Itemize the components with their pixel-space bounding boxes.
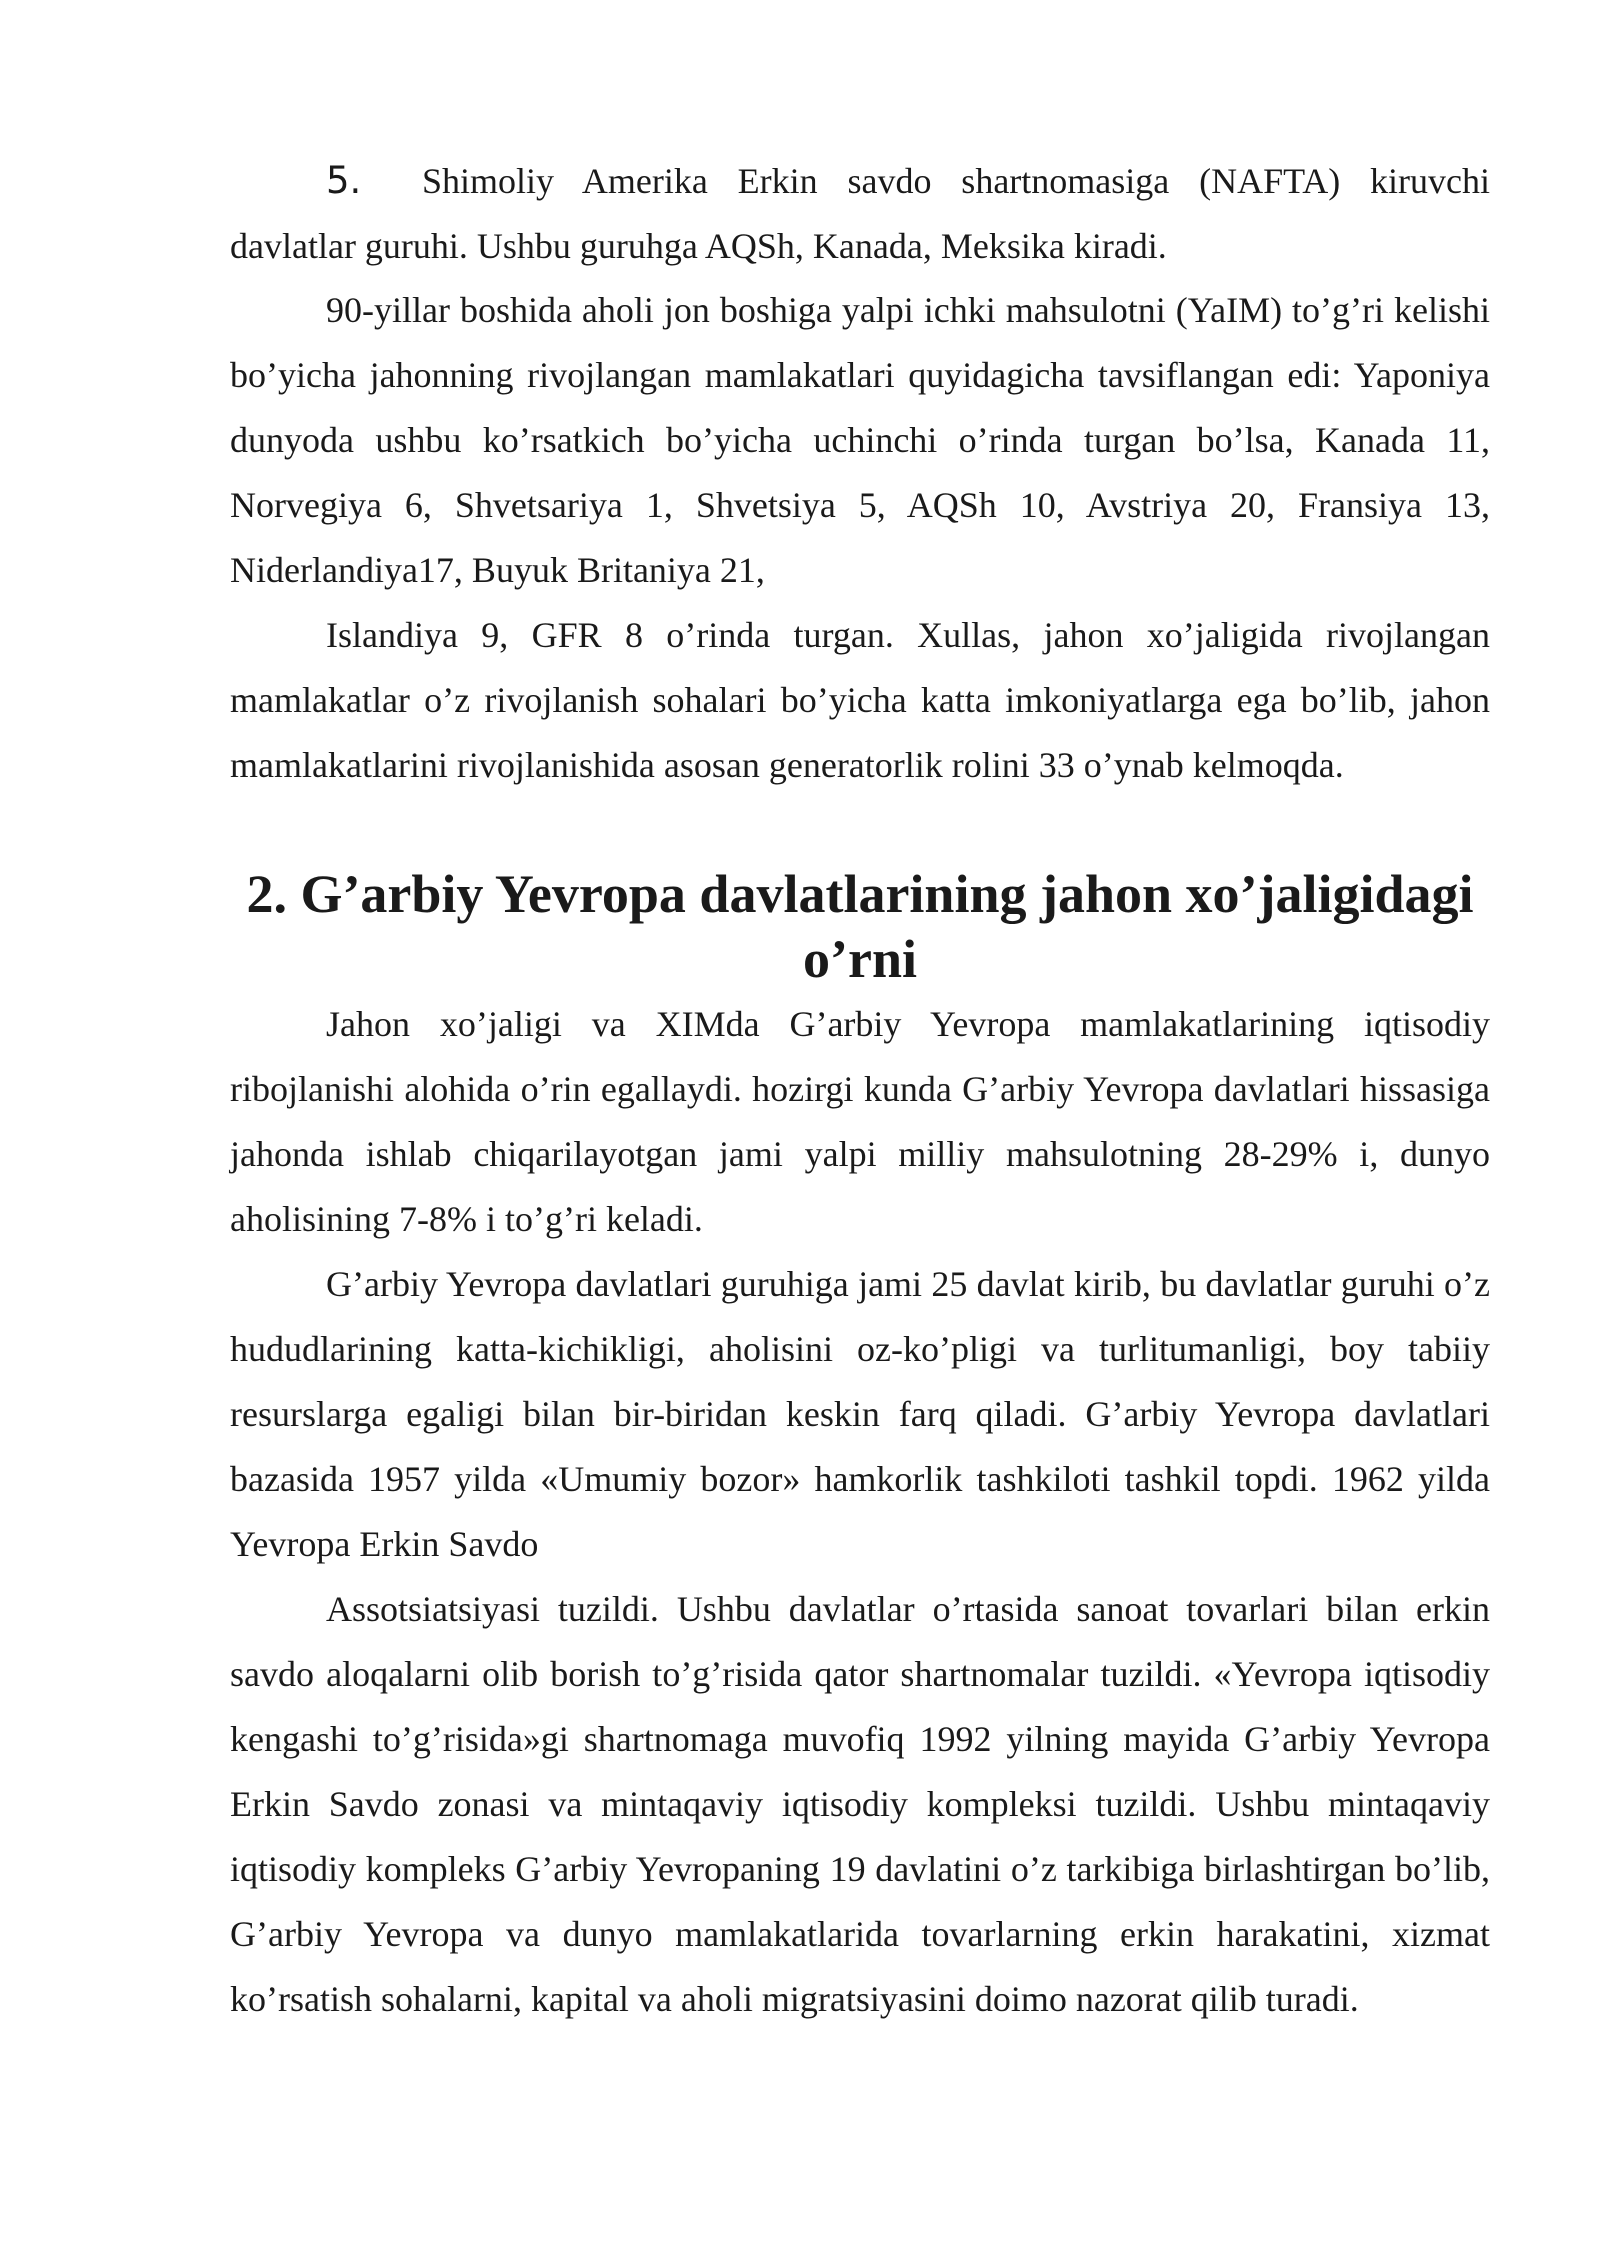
section-heading: 2. G’arbiy Yevropa davlatlarining jahon xo’jaligidagi o’rni bbox=[246, 864, 1474, 989]
paragraph-world-economy: Jahon xo’jaligi va XIMda G’arbiy Yevropa mamlakatlarining iqtisodiy ribojlanishi alohida o’rin egallaydi. hozirgi kunda G’arbiy Yevropa davlatlari hissasiga jahonda ishlab chiqarilayotgan jami yalpi milliy mahsulotning 28-29% i, dunyo aholisining 7-8% i to’g’ri keladi. bbox=[230, 1004, 1490, 1239]
list-item-text: Shimoliy Amerika Erkin savdo shartnomasiga (NAFTA) kiruvchi davlatlar guruhi. Ushbu guruhga AQSh, Kanada, Meksika kiradi. bbox=[230, 161, 1490, 266]
list-item-number: 5. bbox=[326, 159, 362, 202]
paragraph-free-trade-association: Assotsiatsiyasi tuzildi. Ushbu davlatlar o’rtasida sanoat tovarlari bilan erkin savdo aloqalarni olib borish to’g’risida qator shartnomalar tuzildi. «Yevropa iqtisodiy kengashi to’g’risida»gi shartnomaga muvofiq 1992 yilning mayida G’arbiy Yevropa Erkin Savdo zonasi va mintaqaviy iqtisodiy kompleksi tuzildi. Ushbu mintaqaviy iqtisodiy kompleks G’arbiy Yevropaning 19 davlatini o’z tarkibiga birlashtirgan bo’lib, G’arbiy Yevropa va dunyo mamlakatlarida tovarlarning erkin harakatini, xizmat ko’rsatish sohalarni, kapital va aholi migratsiyasini doimo nazorat qilib turadi. bbox=[230, 1589, 1490, 2019]
list-item-5 bbox=[230, 148, 1490, 279]
paragraph-gdp-ranking: 90-yillar boshida aholi jon boshiga yalpi ichki mahsulotni (YaIM) to’g’ri kelishi bo’yicha jahonning rivojlangan mamlakatlari quyidagicha tavsiflangan edi: Yaponiya dunyoda ushbu ko’rsatkich bo’yicha uchinchi o’rinda turgan bo’lsa, Kanada 11, Norvegiya 6, Shvetsariya 1, Shvetsiya 5, AQSh 10, Avstriya 20, Fransiya 13, Niderlandiya17, Buyuk Britaniya 21, bbox=[230, 290, 1490, 590]
paragraph-western-europe-group: G’arbiy Yevropa davlatlari guruhiga jami 25 davlat kirib, bu davlatlar guruhi o’z hududlarining katta-kichikligi, aholisini oz-ko’pligi va turlitumanligi, boy tabiiy resurslarga egaligi bilan bir-biridan keskin farq qiladi. G’arbiy Yevropa davlatlari bazasida 1957 yilda «Umumiy bozor» hamkorlik tashkiloti tashkil topdi. 1962 yilda Yevropa Erkin Savdo bbox=[230, 1264, 1490, 1564]
paragraph-iceland-conclusion: Islandiya 9, GFR 8 o’rinda turgan. Xullas, jahon xo’jaligida rivojlangan mamlakatlar o’z rivojlanish sohalari bo’yicha katta imkoniyatlarga ega bo’lib, jahon mamlakatlarini rivojlanishida asosan generatorlik rolini 33 o’ynab kelmoqda. bbox=[230, 615, 1490, 785]
